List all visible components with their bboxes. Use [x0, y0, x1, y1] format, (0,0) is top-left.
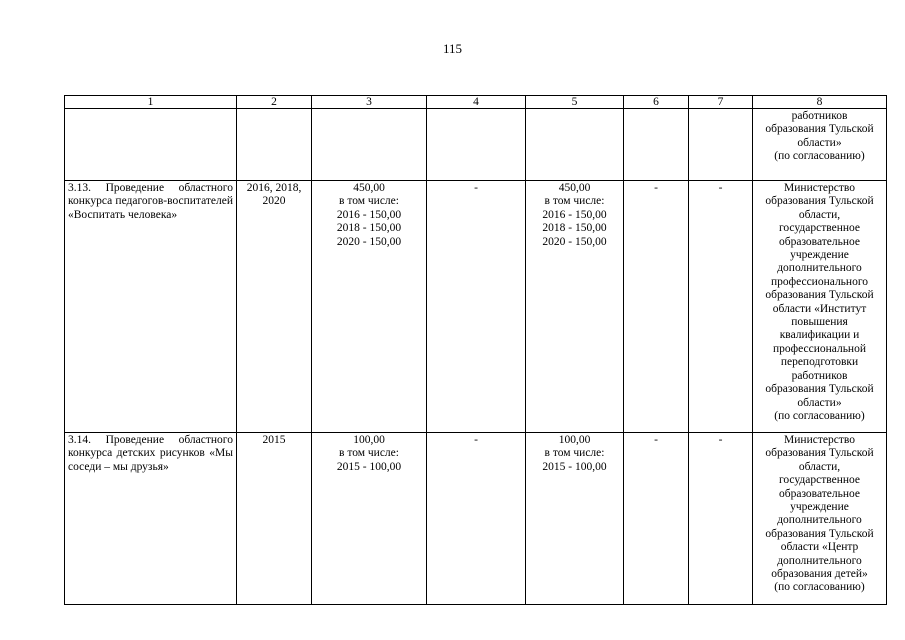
amount-line: 2015 - 100,00 [542, 460, 607, 473]
executor-line: учреждение [790, 501, 849, 514]
executor-line: образовательное [778, 235, 861, 248]
amount-line: 2018 - 150,00 [336, 222, 402, 235]
program-table [64, 95, 887, 605]
cell-regional [526, 109, 624, 181]
executor-line: государственное [778, 474, 861, 487]
executor-line: работников [791, 369, 848, 382]
table-row [65, 181, 887, 433]
amount-line: 100,00 [558, 434, 591, 446]
executor-line: области «Институт [772, 302, 867, 315]
amount-line: в том числе: [544, 195, 605, 208]
cell-other: - [689, 433, 753, 605]
cell-local [624, 109, 689, 181]
executor-line: (по согласованию) [774, 150, 865, 163]
cell-event: 3.14. Проведение областного конкурса детских рисунков «Мы соседи – мы друзья» [65, 433, 237, 605]
header-col-1: 1 [65, 96, 237, 109]
cell-local: - [624, 433, 689, 605]
executor-line: переподготовки [780, 356, 859, 369]
executor-line: области, [798, 208, 841, 221]
amount-line: в том числе: [544, 447, 605, 460]
header-col-7: 7 [689, 96, 753, 109]
cell-other: - [689, 181, 753, 433]
executor-line: учреждение [790, 249, 849, 262]
header-col-8: 8 [753, 96, 887, 109]
cell-executor [753, 109, 887, 181]
page-number: 115 [442, 41, 463, 56]
header-row [65, 96, 887, 109]
executor-line: повышения [791, 316, 848, 329]
amount-line: 2016 - 150,00 [542, 208, 607, 221]
executor-line: Министерство [784, 434, 855, 446]
executor-line: (по согласованию) [774, 581, 865, 594]
cell-years: 2015 [237, 433, 312, 605]
executor-line: работников [791, 110, 848, 122]
cell-event [65, 109, 237, 181]
executor-line: дополнительного [777, 262, 862, 275]
amount-line: 100,00 [353, 434, 385, 446]
cell-federal: - [427, 181, 526, 433]
cell-event: 3.13. Проведение областного конкурса педагогов-воспитателей «Воспитать человека» [65, 181, 237, 433]
executor-line: образовательное [778, 487, 861, 500]
cell-total [312, 109, 427, 181]
table-row [65, 433, 887, 605]
cell-regional [526, 181, 624, 433]
header-col-3: 3 [312, 96, 427, 109]
amount-line: 2016 - 150,00 [336, 208, 402, 221]
executor-line: образования Тульской [765, 123, 874, 136]
cell-years [237, 109, 312, 181]
executor-line: (по согласованию) [774, 409, 865, 422]
cell-federal: - [427, 433, 526, 605]
amount-line: 2020 - 150,00 [542, 235, 607, 248]
executor-line: квалификации и [779, 329, 860, 342]
executor-line: образования Тульской [765, 527, 874, 540]
executor-line: области» [797, 396, 842, 409]
executor-line: Министерство [784, 182, 855, 194]
amount-line: 2020 - 150,00 [336, 235, 402, 248]
header-col-6: 6 [624, 96, 689, 109]
cell-executor [753, 181, 887, 433]
executor-line: образования Тульской [765, 289, 874, 302]
header-col-4: 4 [427, 96, 526, 109]
cell-executor [753, 433, 887, 605]
header-col-5: 5 [526, 96, 624, 109]
amount-line: 2015 - 100,00 [336, 460, 402, 473]
executor-line: образования Тульской [765, 447, 874, 460]
amount-line: 450,00 [558, 182, 591, 194]
amount-line: 450,00 [353, 182, 385, 194]
amount-line: в том числе: [339, 195, 399, 208]
amount-line: 2018 - 150,00 [542, 222, 607, 235]
cell-other [689, 109, 753, 181]
executor-line: образования Тульской [765, 195, 874, 208]
table-row [65, 109, 887, 181]
executor-line: профессионального [770, 275, 869, 288]
amount-line: в том числе: [339, 447, 399, 460]
executor-line: области» [797, 136, 842, 149]
cell-regional [526, 433, 624, 605]
executor-line: образования детей» [771, 568, 868, 581]
executor-line: государственное [778, 222, 861, 235]
header-col-2: 2 [237, 96, 312, 109]
cell-federal [427, 109, 526, 181]
cell-local: - [624, 181, 689, 433]
cell-total [312, 181, 427, 433]
executor-line: области «Центр [780, 541, 859, 554]
executor-line: профессиональной [772, 342, 866, 355]
cell-years: 2016, 2018, 2020 [237, 181, 312, 433]
executor-line: области, [798, 460, 841, 473]
cell-total [312, 433, 427, 605]
executor-line: дополнительного [777, 514, 862, 527]
executor-line: образования Тульской [765, 383, 874, 396]
executor-line: дополнительного [777, 554, 862, 567]
